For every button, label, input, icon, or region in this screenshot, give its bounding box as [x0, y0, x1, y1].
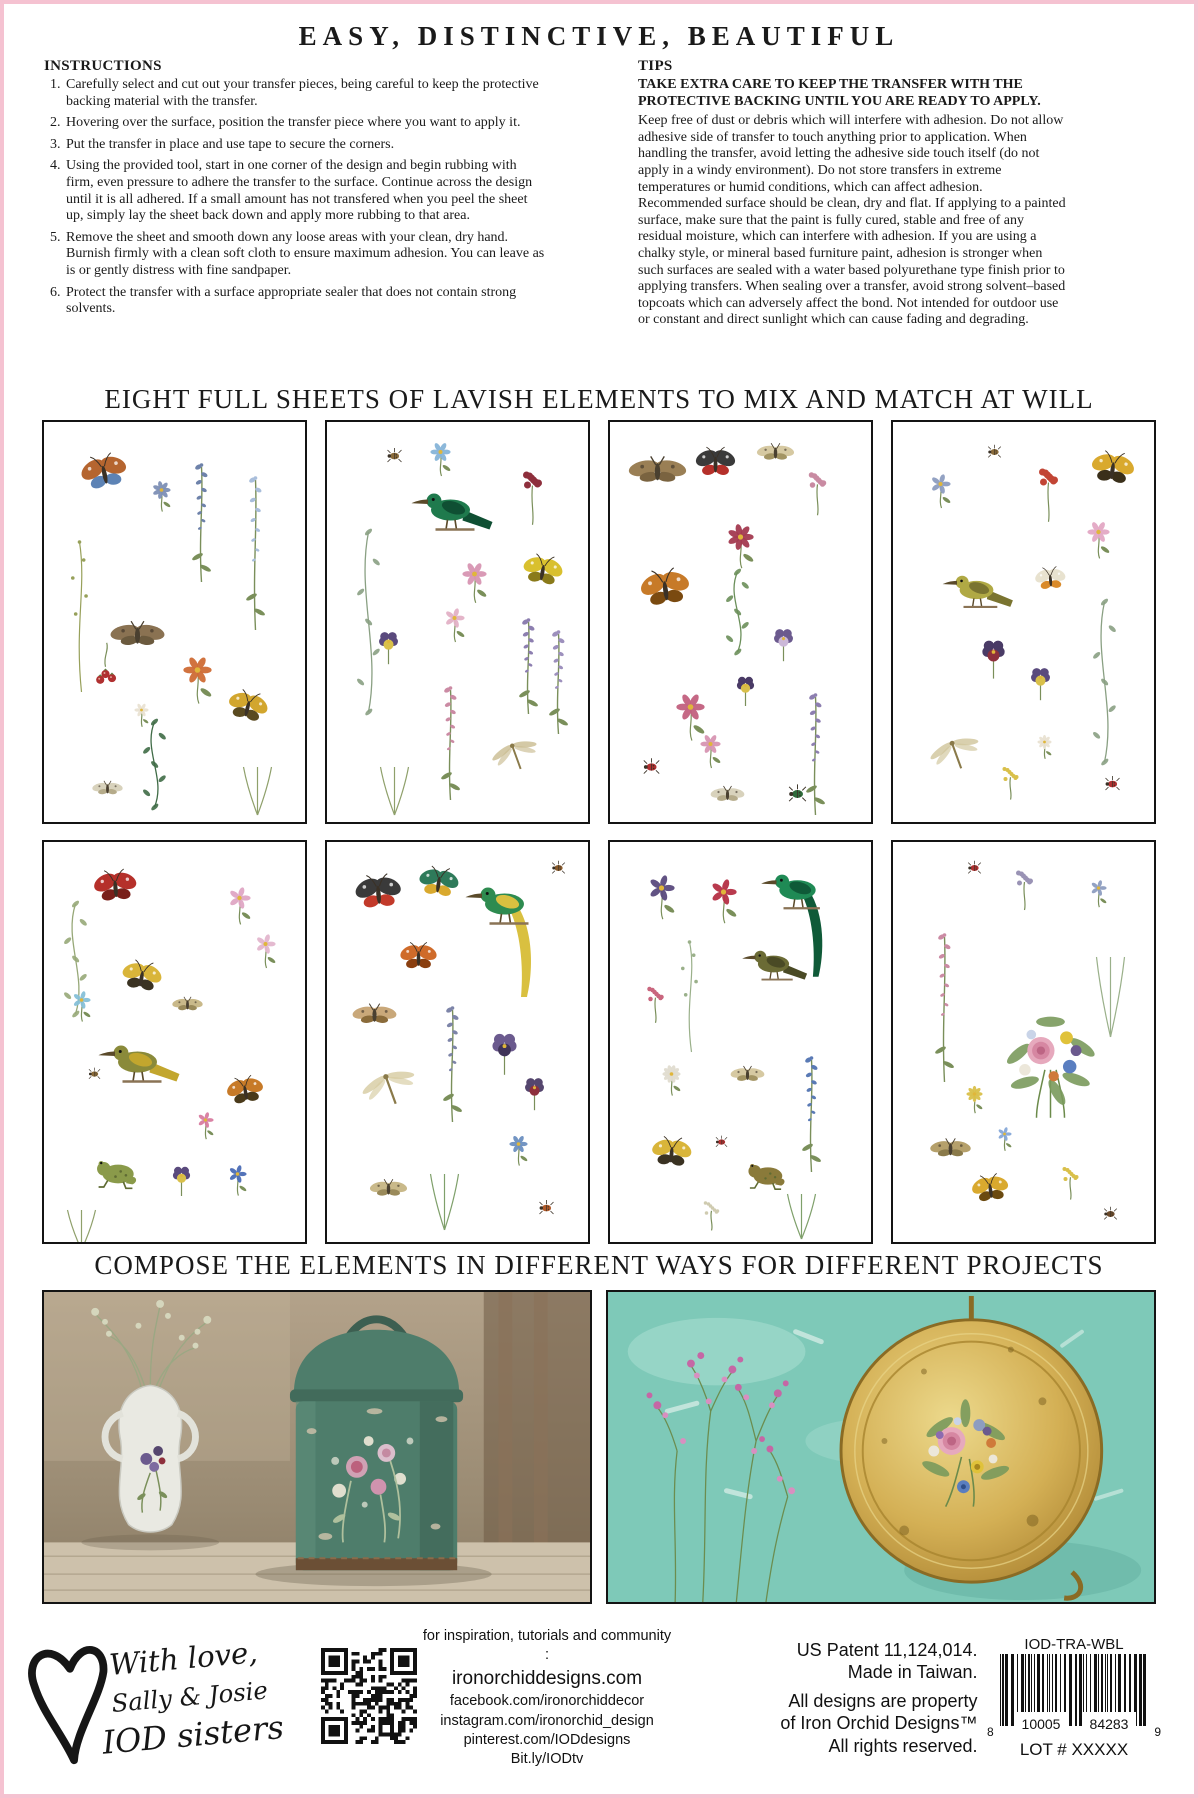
instruction-step: 6. Protect the transfer with a surface appropriate sealer that does not contain strong solvents.	[64, 285, 546, 318]
page-title: EASY, DISTINCTIVE, BEAUTIFUL	[298, 21, 900, 51]
photo-milk-can	[42, 1290, 592, 1604]
tips-column	[638, 58, 1070, 378]
social-link: Bit.ly/IODtv	[510, 1750, 584, 1767]
instruction-step: 4. Using the provided tool, start in one corner of the design and begin rubbing with firm, even pressure to adhere the transfer to the surface. Continue across the design until it is all adhered. If a small amount has not transfered when you peel the sheet up, simply lay the sheet back down and apply more rubbing to that area.	[64, 158, 546, 224]
sku-code: IOD-TRA-WBL	[1024, 1636, 1124, 1653]
instructions-list	[44, 77, 546, 318]
signature-block	[26, 1623, 318, 1774]
inspiration-photos	[4, 1286, 1194, 1604]
instruction-step: 3. Put the transfer in place and use tape to secure the corners.	[64, 137, 546, 154]
signature-line3: IOD sisters	[100, 1707, 286, 1762]
barcode-digit-right: 9	[1154, 1725, 1161, 1739]
social-link: instagram.com/ironorchid_design	[440, 1712, 654, 1729]
social-link: pinterest.com/IODdesigns	[463, 1731, 631, 1748]
heart-icon	[30, 1648, 111, 1762]
qr-code-image	[321, 1648, 417, 1744]
barcode	[987, 1654, 1161, 1739]
compose-section-title: COMPOSE THE ELEMENTS IN DIFFERENT WAYS FOR DIFFERENT PROJECTS	[94, 1249, 1104, 1280]
transfer-sheets-grid	[4, 420, 1194, 1244]
photo-gold-tray-image	[608, 1292, 1154, 1602]
transfer-sheet-6	[325, 840, 590, 1244]
social-link: facebook.com/ironorchiddecor	[449, 1693, 645, 1710]
tips-warning: TAKE EXTRA CARE TO KEEP THE TRANSFER WITH THE PROTECTIVE BACKING UNTIL YOU ARE READY TO APPLY.	[638, 77, 1041, 109]
signature-line1: With love,	[107, 1634, 259, 1682]
property-text-1: All designs are property	[788, 1690, 978, 1711]
transfer-sheet-2	[325, 420, 590, 824]
social-intro: for inspiration, tutorials and community :	[422, 1628, 672, 1664]
transfer-sheet-5	[42, 840, 307, 1244]
sheets-section-title: EIGHT FULL SHEETS OF LAVISH ELEMENTS TO MIX AND MATCH AT WILL	[104, 383, 1094, 414]
barcode-image	[998, 1654, 1150, 1734]
masthead	[4, 4, 1194, 52]
tips-heading: TIPS	[638, 58, 673, 74]
made-in-text: Made in Taiwan.	[847, 1662, 978, 1683]
instruction-step: 5. Remove the sheet and smooth down any loose areas with your clean, dry hand. Burnish firmly with a clean soft cloth to ensure maximum adhesion. You can leave as is or gently distress with fine sandpaper.	[64, 230, 546, 280]
tips-body: Keep free of dust or debris which will interfere with adhesion. Do not allow adhesive side of transfer to touch anything prior to application. When handling the transfer, avoid letting the adhesive side touch itself (do not apply in a windy environment). Do not store transfers in extreme temperatures or humid conditions, which can affect adhesion. Recommended surface should be clean, dry and flat. If applying to a painted surface, make sure that the paint is fully cured, stable and free of any residual moisture, which can interfere with adhesion. If you are using a chalky style, or mineral based furniture paint, adhesion is stronger when such surfaces are sealed with a water based polyurethane type finish prior to applying transfers. When sealing over a transfer, avoid strong solvent–based topcoats which can adversely affect the bond. Not intended for outdoor use or constant and direct sunlight which can cause fading and degrading.	[638, 113, 1066, 328]
transfer-sheet-3	[608, 420, 873, 824]
website-url: ironorchiddesigns.com	[451, 1668, 643, 1690]
signature-image	[26, 1623, 318, 1769]
social-links-list	[419, 1692, 675, 1769]
qr-code	[321, 1648, 417, 1749]
instruction-step: 2. Hovering over the surface, position the transfer piece where you want to apply it.	[64, 115, 546, 132]
barcode-digit-left: 8	[987, 1725, 994, 1739]
barcode-digits-1: 10005	[1021, 1716, 1061, 1732]
barcode-block	[980, 1636, 1168, 1760]
top-text-columns	[4, 52, 1194, 378]
barcode-digits-2: 84283	[1089, 1716, 1129, 1732]
transfer-sheet-8	[891, 840, 1156, 1244]
footer	[4, 1604, 1194, 1780]
social-links-block	[419, 1627, 675, 1769]
instructions-column	[44, 58, 546, 378]
rights-text: All rights reserved.	[828, 1735, 978, 1756]
legal-block	[678, 1639, 978, 1758]
transfer-sheet-1	[42, 420, 307, 824]
patent-text: US Patent 11,124,014.	[796, 1639, 978, 1660]
transfer-sheet-4	[891, 420, 1156, 824]
instructions-heading: INSTRUCTIONS	[44, 58, 162, 74]
lot-number: LOT # XXXXX	[1019, 1740, 1129, 1759]
property-text-2: of Iron Orchid Designs™	[780, 1713, 978, 1734]
transfer-sheet-7	[608, 840, 873, 1244]
photo-gold-tray	[606, 1290, 1156, 1604]
instruction-step: 1. Carefully select and cut out your transfer pieces, being careful to keep the protective backing material with the transfer.	[64, 77, 546, 110]
photo-milk-can-image	[44, 1292, 590, 1602]
milk-can-with-transfer	[290, 1319, 463, 1570]
signature-line2: Sally & Josie	[110, 1674, 269, 1718]
